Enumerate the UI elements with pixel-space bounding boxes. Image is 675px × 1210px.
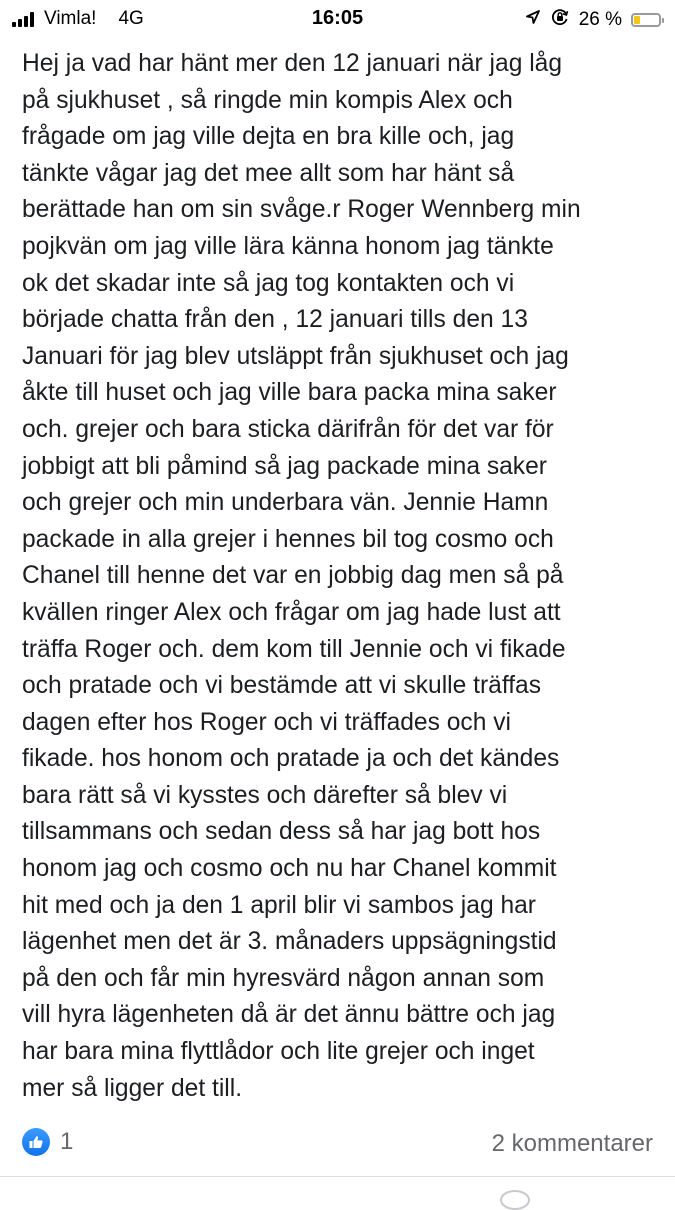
reactions-summary[interactable] [22, 1128, 73, 1156]
post-text-line: jobbigt att bli påmind så jag packade mina saker [22, 452, 547, 480]
post-text-line: hit med och ja den 1 april blir vi sambos jag har [22, 891, 536, 919]
post-text-line: fikade. hos honom och pratade ja och det kändes [22, 745, 560, 773]
status-bar [0, 0, 675, 38]
post-text-line: tänkte vågar jag det mee allt som har hänt så [22, 159, 515, 187]
post-text-line: kvällen ringer Alex och frågar om jag hade lust att [22, 598, 561, 626]
post-text-line: träffa Roger och. dem kom till Jennie och vi fikade [22, 635, 566, 663]
like-count: 1 [60, 1128, 74, 1155]
post-text-line: packade in alla grejer i hennes bil tog cosmo och [22, 525, 554, 553]
post-text-line: Januari för jag blev utsläppt från sjukhuset och jag [22, 342, 569, 370]
post-text-line: frågade om jag ville dejta en bra kille och, jag [22, 123, 515, 151]
post-text-line: började chatta från den , 12 januari tills den 13 [22, 306, 528, 334]
post-text-line: Chanel till henne det var en jobbig dag men så på [22, 562, 564, 590]
post-text-line: dagen efter hos Roger och vi träffades och vi [22, 708, 511, 736]
post-text-line: berättade han om sin svåge.r Roger Wennberg min [22, 196, 581, 224]
comments-link[interactable]: 2 kommentarer [491, 1130, 653, 1157]
battery-level-fill [634, 16, 640, 24]
post-text-line: bara rätt så vi kysstes och därefter så blev vi [22, 781, 508, 809]
post-text-line: åkte till huset och jag ville bara packa mina saker [22, 379, 557, 407]
post-text-line: och grejer och min underbara vän. Jennie Hamn [22, 489, 549, 517]
post-text-line: Hej ja vad har hänt mer den 12 januari när jag låg [22, 50, 563, 77]
orientation-lock-icon [550, 7, 570, 33]
clock: 16:05 [311, 7, 364, 29]
post-text-line: på sjukhuset , så ringde min kompis Alex och [22, 86, 513, 114]
post-text-line: lägenhet men det är 3. månaders uppsägningstid [22, 928, 557, 956]
post-text-line: ok det skadar inte så jag tog kontakten och vi [22, 269, 515, 297]
post-text-line: har bara mina flyttlådor och lite grejer och inget [22, 1038, 535, 1066]
battery-icon [631, 13, 661, 27]
carrier-name: Vimla! [44, 8, 97, 29]
post-text-line: på den och får min hyresvärd någon annan som [22, 964, 545, 992]
status-bar-right [525, 7, 661, 33]
network-type: 4G [118, 8, 144, 29]
post-text-line: vill hyra lägenheten då är det ännu bättre och jag [22, 1001, 556, 1029]
battery-percent: 26 % [578, 9, 622, 30]
divider [0, 1176, 675, 1177]
post-text-line: tillsammans och sedan dess så har jag bott hos [22, 818, 541, 846]
post-text [22, 46, 662, 1107]
like-reaction-icon [22, 1128, 50, 1156]
location-arrow-icon [525, 9, 541, 31]
post-text-line: pojkvän om jag ville lära känna honom jag tänkte [22, 232, 554, 260]
post-text-line: och pratade och vi bestämde att vi skulle träffas [22, 672, 542, 700]
post-text-line: och. grejer och bara sticka därifrån för det var för [22, 415, 554, 443]
post-text-line: mer så ligger det till. [22, 1074, 243, 1102]
action-bar-icon[interactable] [500, 1190, 530, 1210]
post-text-line: honom jag och cosmo och nu har Chanel kommit [22, 855, 557, 883]
